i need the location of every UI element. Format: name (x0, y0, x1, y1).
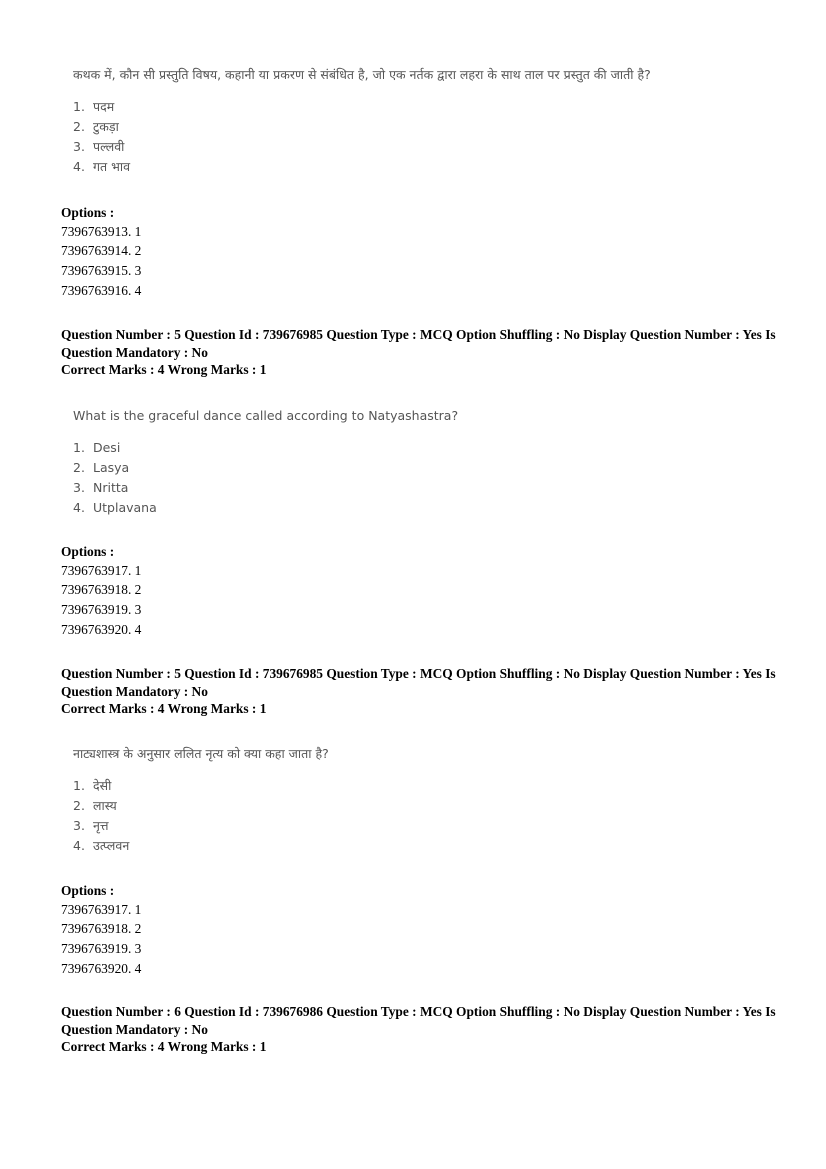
choice-text: पल्लवी (92, 139, 125, 154)
choice-text: पदम (92, 99, 115, 114)
question-text: What is the graceful dance called according to Natyashastra? (73, 408, 459, 423)
options-label: Options : (61, 883, 115, 898)
choice-text: Utplavana (92, 500, 157, 515)
options-block (61, 882, 141, 978)
question-meta (61, 1003, 781, 1056)
option-row: 7396763919. 3 (61, 940, 142, 956)
question-meta (61, 326, 781, 379)
question-text: कथक में, कौन सी प्रस्तुति विषय, कहानी या प्रकरण से संबंधित है, जो एक नर्तक द्वारा लहरा के साथ ताल पर प्रस्तुत की जाती है? (73, 67, 651, 82)
option-row: 7396763918. 2 (61, 582, 142, 598)
marks-line: Correct Marks : 4 Wrong Marks : 1 (61, 701, 267, 716)
choice-number: 3. (73, 480, 85, 495)
choice-item (73, 816, 329, 836)
question-mandatory: Question Mandatory : No (61, 1021, 208, 1037)
choice-text: गत भाव (92, 159, 131, 174)
option-row: 7396763914. 2 (61, 243, 142, 259)
options-block (61, 543, 141, 639)
choice-item (73, 478, 458, 498)
choice-item (73, 97, 651, 117)
choice-text: Desi (92, 440, 121, 455)
choice-item (73, 776, 329, 796)
option-row: 7396763917. 1 (61, 901, 142, 917)
question-image (73, 746, 329, 856)
choice-number: 3. (73, 139, 85, 154)
choice-text: लास्य (92, 798, 117, 813)
options-label: Options : (61, 205, 115, 220)
choice-number: 2. (73, 460, 85, 475)
choice-number: 4. (73, 500, 85, 515)
question-meta-line: Question Number : 5 Question Id : 739676985 Question Type : MCQ Option Shuffling : No Display Question Number : Yes Is (61, 327, 776, 342)
option-row: 7396763920. 4 (61, 621, 142, 637)
question-mandatory: Question Mandatory : No (61, 344, 208, 360)
choice-number: 4. (73, 838, 85, 853)
question-image (73, 408, 458, 518)
choice-item (73, 117, 651, 137)
choice-list (73, 776, 329, 856)
choice-text: नृत्त (92, 818, 109, 833)
choice-item (73, 438, 458, 458)
choice-number: 1. (73, 778, 85, 793)
choice-item (73, 137, 651, 157)
choice-item (73, 836, 329, 856)
option-row: 7396763917. 1 (61, 562, 142, 578)
choice-text: Lasya (92, 460, 130, 475)
choice-number: 2. (73, 119, 85, 134)
choice-text: Nritta (92, 480, 129, 495)
choice-list (73, 438, 458, 518)
choice-text: टुकड़ा (92, 119, 119, 134)
option-row: 7396763919. 3 (61, 601, 142, 617)
options-label: Options : (61, 544, 115, 559)
option-row: 7396763920. 4 (61, 960, 142, 976)
choice-item (73, 157, 651, 177)
marks-line: Correct Marks : 4 Wrong Marks : 1 (61, 1039, 267, 1054)
choice-item (73, 796, 329, 816)
choice-number: 2. (73, 798, 85, 813)
marks-line: Correct Marks : 4 Wrong Marks : 1 (61, 362, 267, 377)
choice-number: 1. (73, 440, 85, 455)
options-block (61, 204, 141, 300)
choice-item (73, 498, 458, 518)
choice-number: 3. (73, 818, 85, 833)
option-row: 7396763915. 3 (61, 262, 142, 278)
choice-number: 4. (73, 159, 85, 174)
choice-text: उत्प्लवन (92, 838, 130, 853)
choice-number: 1. (73, 99, 85, 114)
choice-text: देसी (92, 778, 112, 793)
question-meta-line: Question Number : 6 Question Id : 739676986 Question Type : MCQ Option Shuffling : No Display Question Number : Yes Is (61, 1004, 776, 1019)
question-meta (61, 665, 781, 718)
question-meta-line: Question Number : 5 Question Id : 739676985 Question Type : MCQ Option Shuffling : No Display Question Number : Yes Is (61, 666, 776, 681)
option-row: 7396763916. 4 (61, 282, 142, 298)
question-text: नाट्यशास्त्र के अनुसार ललित नृत्य को क्या कहा जाता है? (73, 746, 329, 761)
question-image (73, 67, 651, 177)
option-row: 7396763913. 1 (61, 223, 142, 239)
question-mandatory: Question Mandatory : No (61, 683, 208, 699)
choice-list (73, 97, 651, 177)
option-row: 7396763918. 2 (61, 921, 142, 937)
choice-item (73, 458, 458, 478)
